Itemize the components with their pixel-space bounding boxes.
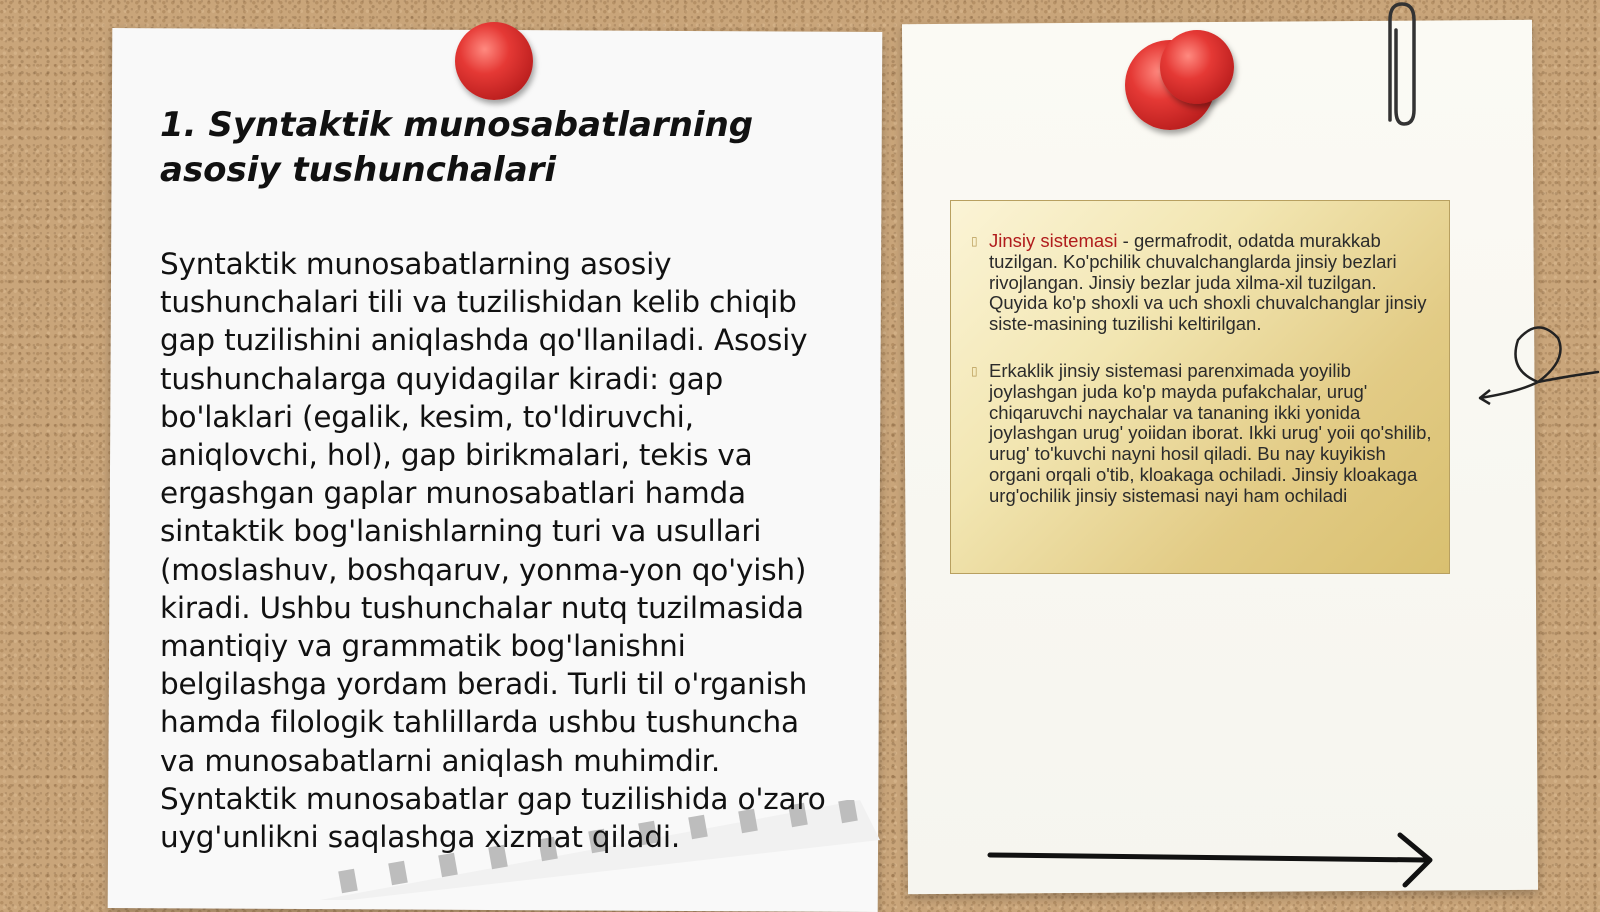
body-paragraph: Syntaktik munosabatlarning asosiy tushunchalari tili va tuzilishidan kelib chiqib gap tuzilishini aniqlashda qo'llaniladi. Asosiy tushunchalarga quyidagilar kiradi: gap bo'laklari (egalik, kesim, to'ldiruvchi, aniqlovchi, hol), gap birikmalari, tekis va ergashgan gaplar munosabatlari hamda sintaktik bog'lanishlarning turi va usullari (moslashuv, boshqaruv, yonma-yon qo'yish) kiradi. Ushbu tushunchalar nutq tuzilmasida mantiqiy va grammatik bog'lanishni belgilashga yordam beradi. Turli til o'rganish hamda filologik tahlillarda ushbu tushuncha va munosabatlarni aniqlash muhimdir. Syntaktik munosabatlar gap tuzilishida o'zaro uyg'unlikni saqlashga xizmat qiladi. <box>160 247 826 855</box>
list-item-text: - germafrodit, odatda murakkab tuzilgan. Ko'pchilik chuvalchanglarda jinsiy bezlari rivojlangan. Jinsiy bezlar juda xilma-xil tuzilgan. Quyida ko'p shoxli va uch shoxli chuvalchanglar jinsiy siste-masining tuzilishi keltirilgan. <box>989 230 1427 335</box>
list-item <box>971 230 1434 335</box>
slide-title: 1. Syntaktik munosabatlarning asosiy tushunchalari <box>160 105 754 190</box>
pushpin-icon <box>455 22 533 100</box>
arrow-right-icon <box>985 830 1455 890</box>
decorative-squiggle <box>1478 310 1600 410</box>
list-item <box>971 360 1434 507</box>
pushpin-icon <box>1160 30 1234 104</box>
bullet-icon: ▯ <box>971 364 978 378</box>
list-item-text: Erkaklik jinsiy sistemasi parenximada yoyilib joylashgan juda ko'p mayda pufakchalar, urug' chiqaruvchi naychalar va tananing ikki yonida joylashgan urug' yoiidan iborat. Ikki urug' yoii qo'shilib, urug' to'kuvchi nayni hosil qiladi. Bu nay kuyikish organi orqali o'tib, kloakaga ochiladi. Jinsiy kloakaga urg'ochilik jinsiy sistemasi nayi ham ochiladi <box>989 360 1432 506</box>
highlight-term: Jinsiy sistemasi <box>989 230 1118 251</box>
bullet-icon: ▯ <box>971 234 978 248</box>
paperclip-icon <box>1378 0 1422 130</box>
text-box <box>950 200 1450 574</box>
